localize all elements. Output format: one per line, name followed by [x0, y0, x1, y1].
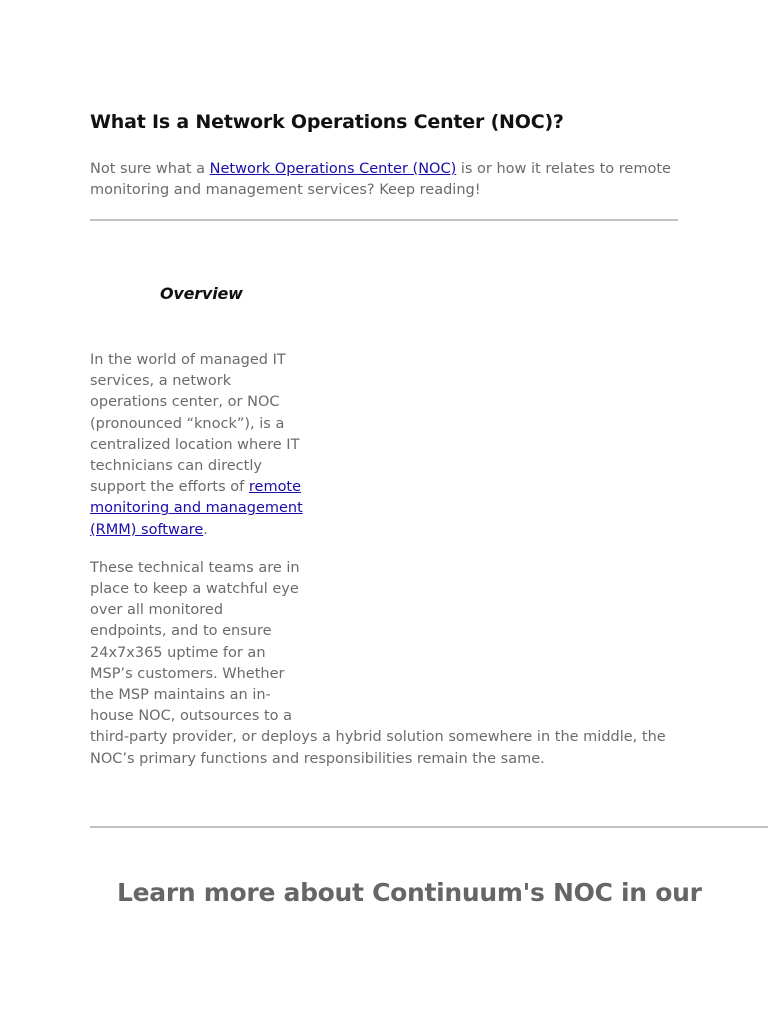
- article-body: [90, 350, 690, 787]
- image-placeholder: [304, 350, 690, 720]
- bottom-divider: [90, 826, 768, 828]
- paragraph-1-text-before-link: In the world of managed IT services, a network operations center, or NOC (pronounced “knock”), is a centralized location where IT technicians can directly support the efforts of: [90, 352, 300, 496]
- intro-text-before-link: Not sure what a: [90, 161, 210, 177]
- intro-text-after-link: is or how it relates to remote monitoring and management services? Keep reading!: [90, 161, 671, 198]
- cta-heading: Learn more about Continuum's NOC in our: [117, 878, 702, 907]
- paragraph-2: These technical teams are in place to keep a watchful eye over all monitored endpoints, and to ensure 24x7x365 uptime for an MSP’s customers. Whether the MSP maintains an in-house NOC, outsources to a third-party provider, or deploys a hybrid solution somewhere in the middle, the NOC’s primary functions and responsibilities remain the same.: [90, 559, 666, 767]
- rmm-software-link[interactable]: remote monitoring and management (RMM) software: [90, 479, 303, 538]
- top-divider: [90, 219, 678, 221]
- page-title: What Is a Network Operations Center (NOC)?: [90, 111, 564, 133]
- noc-link[interactable]: Network Operations Center (NOC): [209, 161, 457, 177]
- overview-heading: Overview: [160, 284, 243, 303]
- intro-paragraph: [90, 159, 678, 201]
- paragraph-1-text-after-link: .: [203, 521, 208, 538]
